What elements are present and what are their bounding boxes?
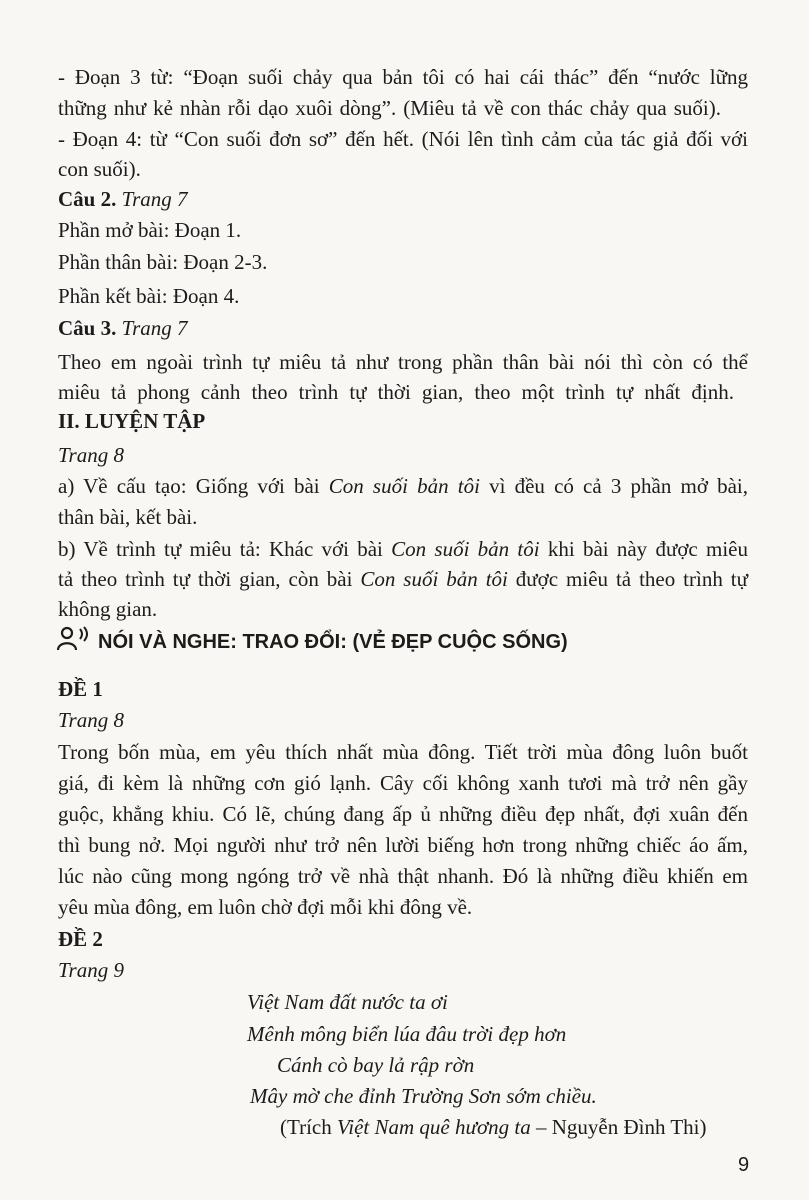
cau-3-line-2: miêu tả phong cảnh theo trình tự thời gian, theo một trình tự nhất định. (58, 380, 734, 404)
b-text-3: tả theo trình tự thời gian, còn bài (58, 567, 361, 591)
cau-2-heading (58, 186, 188, 212)
b-title-2: Con suối bản tôi (360, 567, 508, 591)
cau-2-item-1: Phần mở bài: Đoạn 1. (58, 218, 242, 242)
luyen-tap-page: Trang 8 (58, 443, 124, 467)
a-text-1: a) Về cấu tạo: Giống với bài (58, 474, 329, 498)
b-text-1: b) Về trình tự miêu tả: Khác với bài (58, 537, 392, 561)
de-1-line-4: thì bung nở. Mọi người như trở nên lười biếng hơn trong những chiếc áo ấm, (58, 833, 748, 857)
paragraph-doan-3-line-2: thững như kẻ nhàn rỗi dạo xuôi dòng”. (Miêu tả về con thác chảy qua suối). (58, 96, 721, 120)
cau-2-item-2: Phần thân bài: Đoạn 2-3. (58, 250, 268, 274)
de-2-page: Trang 9 (58, 958, 124, 982)
noi-va-nghe-heading: NÓI VÀ NGHE: TRAO ĐỔI: (VẺ ĐẸP CUỘC SỐNG) (98, 631, 568, 653)
de-1-line-5: lúc nào cũng mong ngóng trở về nhà thật nhanh. Đó là những điều khiến em (58, 864, 748, 888)
de-1-line-3: guộc, khẳng khiu. Có lẽ, chúng đang ấp ủ những điều đẹp nhất, đợi xuân đến (58, 802, 748, 826)
speaking-person-icon (56, 626, 96, 652)
paragraph-doan-4-line-1: - Đoạn 4: từ “Con suối đơn sơ” đến hết. (Nói lên tình cảm của tác giả đối với (58, 127, 748, 151)
luyen-tap-b-line-2 (58, 566, 748, 592)
citation-title: Việt Nam quê hương ta (336, 1115, 531, 1139)
citation-post: – Nguyễn Đình Thi) (530, 1115, 707, 1139)
luyen-tap-b-line-1 (58, 536, 748, 562)
paragraph-doan-4-line-2: con suối). (58, 157, 141, 181)
luyen-tap-b-line-3: không gian. (58, 597, 158, 621)
de-1-line-2: giá, đi kèm là những cơn gió lạnh. Cây cối không xanh tươi mà trở nên gầy (58, 771, 748, 795)
cau-2-item-3: Phần kết bài: Đoạn 4. (58, 284, 240, 308)
a-text-2: vì đều có cả 3 phần mở bài, (479, 474, 748, 498)
poem-line-4: Mây mờ che đỉnh Trường Sơn sớm chiều. (250, 1084, 597, 1108)
citation-pre: (Trích (280, 1115, 337, 1139)
cau-2-page: Trang 7 (121, 187, 188, 211)
de-1-line-1: Trong bốn mùa, em yêu thích nhất mùa đông. Tiết trời mùa đông luôn buốt (58, 740, 748, 764)
poem-citation (280, 1114, 707, 1140)
cau-3-label: Câu 3. (58, 316, 117, 340)
cau-3-page: Trang 7 (121, 316, 188, 340)
poem-line-2: Mênh mông biển lúa đâu trời đẹp hơn (247, 1022, 567, 1046)
cau-2-label: Câu 2. (58, 187, 117, 211)
poem-line-1: Việt Nam đất nước ta ơi (247, 990, 448, 1014)
de-1-line-6: yêu mùa đông, em luôn chờ đợi mỗi khi đông về. (58, 895, 473, 919)
de-2-label: ĐỀ 2 (58, 927, 103, 951)
luyen-tap-a-line-1 (58, 473, 748, 499)
cau-3-line-1: Theo em ngoài trình tự miêu tả như trong phần thân bài nói thì còn có thể (58, 350, 748, 374)
de-1-label: ĐỀ 1 (58, 677, 103, 701)
luyen-tap-a-line-2: thân bài, kết bài. (58, 505, 198, 529)
b-title: Con suối bản tôi (391, 537, 540, 561)
b-text-2: khi bài này được miêu (539, 537, 748, 561)
de-1-page: Trang 8 (58, 708, 124, 732)
cau-3-heading (58, 315, 188, 341)
paragraph-doan-3-line-1: - Đoạn 3 từ: “Đoạn suối chảy qua bản tôi có hai cái thác” đến “nước lững (58, 65, 748, 89)
poem-line-3: Cánh cò bay lả rập rờn (277, 1053, 475, 1077)
luyen-tap-heading: II. LUYỆN TẬP (58, 409, 206, 433)
a-title: Con suối bản tôi (328, 474, 480, 498)
page-number: 9 (738, 1154, 750, 1176)
b-text-4: được miêu tả theo trình tự (507, 567, 748, 591)
